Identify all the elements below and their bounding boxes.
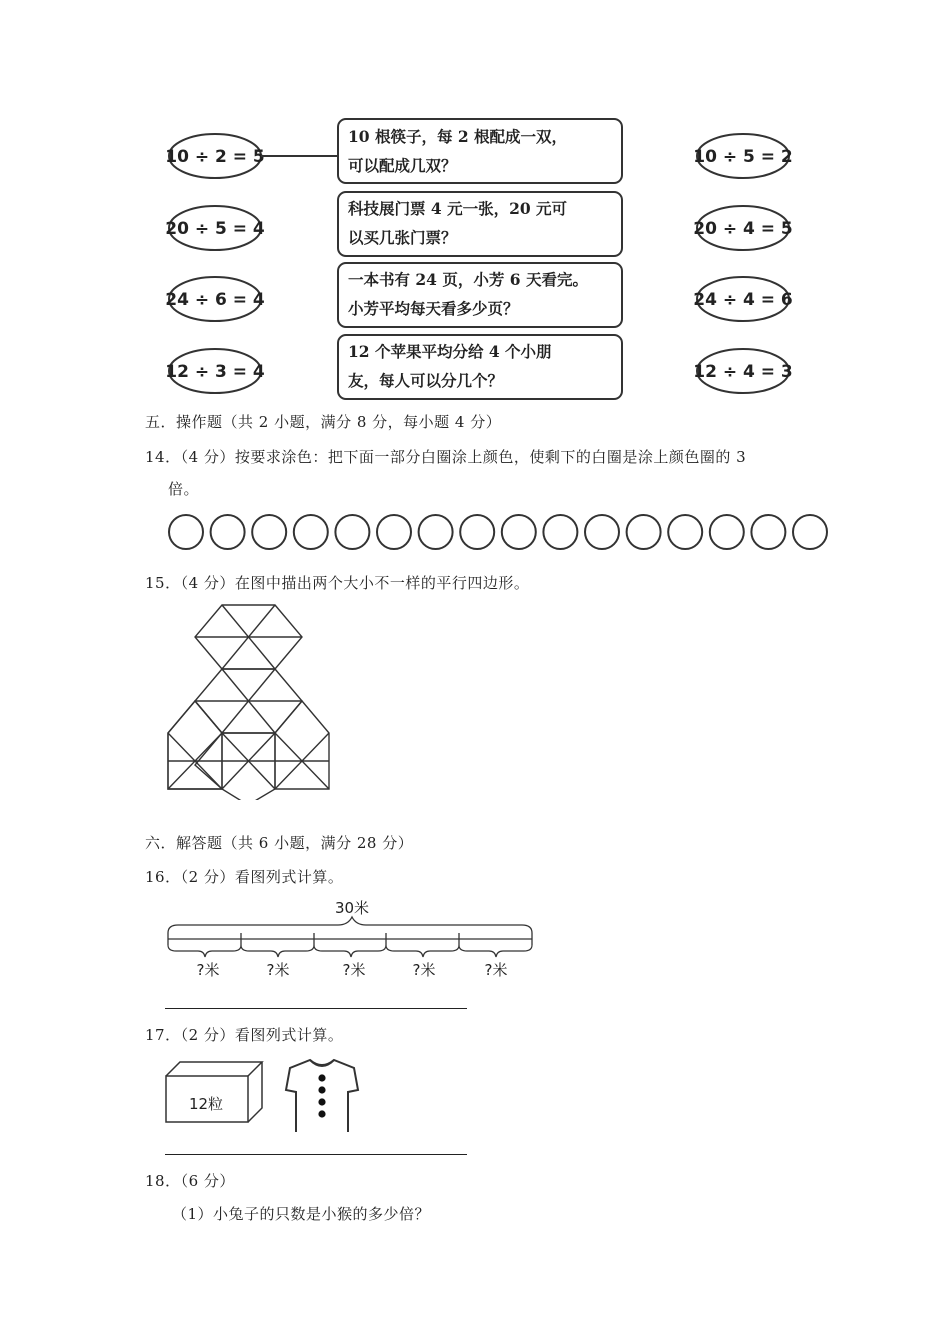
- left-equation-2[interactable]: [165, 206, 265, 250]
- white-circle[interactable]: [751, 515, 785, 549]
- problem-2-line1: 科技展门票 4 元一张，20 元可: [348, 199, 568, 218]
- right-equation-4[interactable]: [693, 349, 792, 393]
- white-circle[interactable]: [419, 515, 453, 549]
- q17-box-label: 12粒: [188, 1095, 224, 1113]
- q17-answer-line[interactable]: [165, 1154, 467, 1155]
- q16-top-brace: [168, 917, 532, 933]
- right-equation-1-text: 10 ÷ 5 = 2: [693, 147, 793, 167]
- shirt-icon: [286, 1060, 358, 1132]
- problem-4-line2: 友，每人可以分几个？: [348, 371, 504, 390]
- problem-box-4[interactable]: [338, 335, 622, 399]
- q18-text: 18．（6 分）: [145, 1172, 235, 1190]
- right-equation-4-text: 12 ÷ 4 = 3: [693, 362, 793, 382]
- shirt-button: [318, 1074, 325, 1081]
- q16-total-label: 30米: [334, 899, 370, 917]
- q16-segment-label-3: ?米: [342, 961, 366, 979]
- grid-right-hexagon: [275, 701, 329, 789]
- problem-1-line2: 可以配成几双？: [348, 156, 457, 175]
- white-circle[interactable]: [585, 515, 619, 549]
- white-circle[interactable]: [335, 515, 369, 549]
- q17-figure: [160, 1052, 380, 1132]
- white-circle[interactable]: [668, 515, 702, 549]
- problem-box-1[interactable]: [338, 119, 622, 183]
- white-circle[interactable]: [543, 515, 577, 549]
- shirt-button: [318, 1098, 325, 1105]
- q17-box: [166, 1062, 262, 1122]
- right-equation-1[interactable]: [693, 134, 792, 178]
- white-circle[interactable]: [460, 515, 494, 549]
- white-circle[interactable]: [169, 515, 203, 549]
- q16-segment-label-1: ?米: [196, 961, 220, 979]
- white-circle[interactable]: [294, 515, 328, 549]
- problem-box-3[interactable]: [338, 263, 622, 327]
- section5-heading: 五．操作题（共 2 小题，满分 8 分，每小题 4 分）: [145, 413, 502, 431]
- section6-heading: 六．解答题（共 6 小题，满分 28 分）: [145, 834, 414, 852]
- problem-2-line2: 以买几张门票？: [348, 228, 457, 247]
- grid-left-hexagon: [168, 701, 222, 789]
- q14-text-line2: 倍。: [168, 480, 200, 498]
- q16-text: 16．（2 分）看图列式计算。: [145, 868, 344, 886]
- q14-circle-row: [160, 508, 840, 560]
- q16-segment-label-2: ?米: [266, 961, 290, 979]
- q16-segment-diagram: [160, 895, 540, 985]
- left-equation-1-text: 10 ÷ 2 = 5: [165, 147, 265, 167]
- q16-answer-line[interactable]: [165, 1008, 467, 1009]
- problem-3-line1: 一本书有 24 页，小芳 6 天看完。: [348, 270, 588, 289]
- problem-box-2[interactable]: [338, 192, 622, 256]
- white-circle[interactable]: [793, 515, 827, 549]
- grid-center-hexagon: [222, 733, 275, 800]
- shirt-button: [318, 1086, 325, 1093]
- problem-4-line1: 12 个苹果平均分给 4 个小朋: [348, 342, 552, 361]
- q15-text: 15．（4 分）在图中描出两个大小不一样的平行四边形。: [145, 574, 530, 592]
- q16-segment-label-4: ?米: [412, 961, 436, 979]
- q16-segment-label-5: ?米: [484, 961, 508, 979]
- left-equation-1[interactable]: [165, 134, 264, 178]
- white-circle[interactable]: [627, 515, 661, 549]
- problem-3-line2: 小芳平均每天看多少页？: [348, 299, 519, 318]
- problem-1-line1: 10 根筷子，每 2 根配成一双，: [348, 127, 568, 146]
- white-circle[interactable]: [252, 515, 286, 549]
- q17-text: 17．（2 分）看图列式计算。: [145, 1026, 344, 1044]
- left-equation-3-text: 24 ÷ 6 = 4: [165, 290, 265, 310]
- right-equation-2[interactable]: [693, 206, 792, 250]
- q15-triangle-grid[interactable]: [160, 600, 390, 800]
- left-equation-4-text: 12 ÷ 3 = 4: [165, 362, 265, 382]
- q18-sub1: （1）小兔子的只数是小猴的多少倍？: [172, 1205, 431, 1223]
- white-circle[interactable]: [502, 515, 536, 549]
- right-equation-2-text: 20 ÷ 4 = 5: [693, 219, 793, 239]
- white-circle[interactable]: [211, 515, 245, 549]
- matching-exercise: [160, 110, 800, 405]
- right-equation-3[interactable]: [693, 277, 792, 321]
- white-circle[interactable]: [710, 515, 744, 549]
- left-equation-3[interactable]: [165, 277, 265, 321]
- q14-text-line1: 14．（4 分）按要求涂色：把下面一部分白圈涂上颜色，使剩下的白圈是涂上颜色圈的 3: [145, 448, 747, 466]
- left-equation-4[interactable]: [165, 349, 265, 393]
- shirt-button: [318, 1110, 325, 1117]
- right-equation-3-text: 24 ÷ 4 = 6: [693, 290, 793, 310]
- q16-bottom-braces: [168, 945, 532, 957]
- white-circle[interactable]: [377, 515, 411, 549]
- left-equation-2-text: 20 ÷ 5 = 4: [165, 219, 265, 239]
